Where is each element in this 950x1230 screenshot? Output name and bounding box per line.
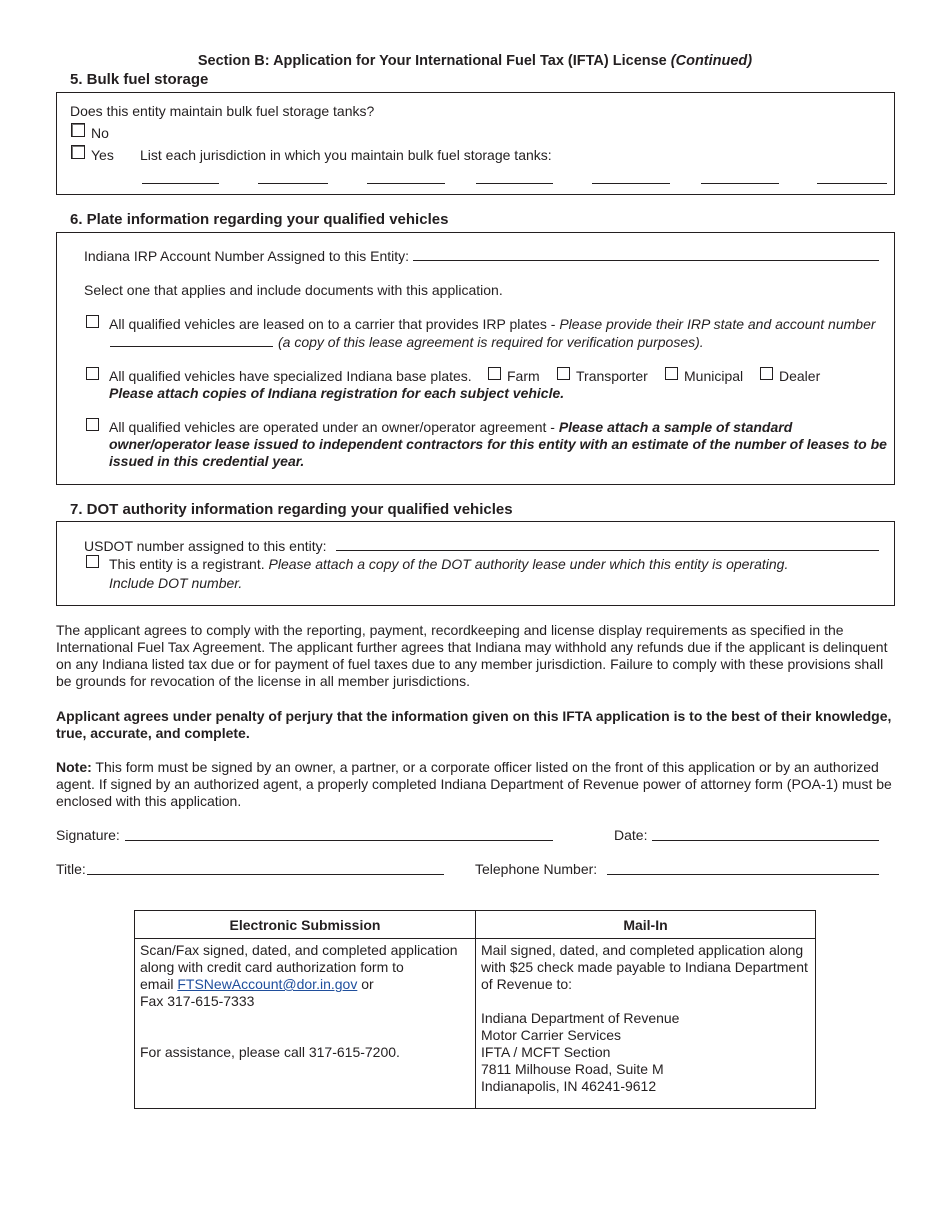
electronic-header: Electronic Submission [135,911,476,939]
registrant-instruction-2: Include DOT number. [109,575,243,591]
jurisdiction-field-3[interactable] [367,183,445,184]
address-line-4: 7811 Milhouse Road, Suite M [481,1061,664,1077]
electronic-cell [135,939,476,1109]
opt-owner-operator-text [109,419,792,435]
note-label: Note: [56,759,92,775]
opt-owner-operator-instruction: Please attach a sample of standard [558,419,793,435]
registrant-text [109,556,788,572]
bulk-no-checkbox[interactable] [71,123,85,137]
plate-municipal-checkbox[interactable] [665,367,678,380]
plate-transporter-label: Transporter [576,368,648,384]
jurisdiction-field-6[interactable] [701,183,779,184]
jurisdiction-field-7[interactable] [817,183,887,184]
address-line-2: Motor Carrier Services [481,1027,622,1043]
note-text: This form must be signed by an owner, a partner, or a corporate officer listed on the front of this application or by an authorized agent. If signed by an authorized agent, a properly completed Indiana Department of Revenue power of attorney form (POA-1) must be enclosed with this application. [56,759,892,809]
registrant-instruction: Please attach a copy of the DOT authority lease under which this entity is operating. [268,556,789,572]
plate-transporter-checkbox[interactable] [557,367,570,380]
mail-line-3: of Revenue to: [481,976,573,992]
telephone-field[interactable] [607,874,879,875]
plate-farm-checkbox[interactable] [488,367,501,380]
irp-account-field[interactable] [413,260,879,261]
page-title [0,53,950,69]
submission-table [134,910,816,1109]
plate-farm-label: Farm [507,368,540,384]
jurisdiction-field-4[interactable] [476,183,553,184]
registrant-checkbox[interactable] [86,555,99,568]
opt-irp-leased-note: (a copy of this lease agreement is required for verification purposes). [278,334,704,350]
perjury-statement: Applicant agrees under penalty of perjury that the information given on this IFTA application is to the best of their knowledge, true, accurate, and complete. [56,708,892,741]
electronic-line-2: along with credit card authorization form to [140,959,404,975]
usdot-label: USDOT number assigned to this entity: [84,538,327,554]
opt-irp-leased-text [109,316,889,332]
telephone-label: Telephone Number: [475,861,598,877]
jurisdiction-field-5[interactable] [592,183,670,184]
irp-account-label: Indiana IRP Account Number Assigned to this Entity: [84,248,410,264]
email-link[interactable]: FTSNewAccount@dor.in.gov [177,976,358,992]
opt-base-plates-label: All qualified vehicles have specialized Indiana base plates. [109,368,472,384]
agreement-paragraph: The applicant agrees to comply with the reporting, payment, recordkeeping and license display requirements as specified in the International Fuel Tax Agreement. The applicant further agrees that Indiana may withhold any refunds due if the applicant is delinquent on any Indiana listed tax due or for payment of fuel taxes due to any member jurisdiction. Failure to comply with these provisions shall be grounds for revocation of the license in all member jurisdictions. [56,622,888,689]
mail-header: Mail-In [476,911,816,939]
title-label: Title: [56,861,86,877]
opt-owner-operator-instruction-2: owner/operator lease issued to independent contractors for this entity with an estimate of the number of leases to be [109,436,887,452]
plate-dealer-checkbox[interactable] [760,367,773,380]
date-field[interactable] [652,840,879,841]
title-field[interactable] [87,874,444,875]
opt-base-plates-checkbox[interactable] [86,367,99,380]
bulk-list-prompt: List each jurisdiction in which you maintain bulk fuel storage tanks: [140,147,552,163]
plate-dealer-label: Dealer [779,368,821,384]
jurisdiction-field-2[interactable] [258,183,328,184]
section-5-heading: 5. Bulk fuel storage [70,71,209,88]
fax-line: Fax 317-615-7333 [140,993,255,1009]
signature-field[interactable] [125,840,553,841]
address-line-1: Indiana Department of Revenue [481,1010,680,1026]
plate-municipal-label: Municipal [684,368,744,384]
usdot-number-field[interactable] [336,550,879,551]
electronic-line-1: Scan/Fax signed, dated, and completed application [140,942,458,958]
address-line-3: IFTA / MCFT Section [481,1044,611,1060]
address-line-5: Indianapolis, IN 46241-9612 [481,1078,657,1094]
opt-base-plates-note: Please attach copies of Indiana registration for each subject vehicle. [109,385,565,401]
page-title-continued: (Continued) [670,53,753,69]
assistance-line: For assistance, please call 317-615-7200. [140,1044,400,1060]
registrant-label: This entity is a registrant. [109,556,265,572]
mail-line-1: Mail signed, dated, and completed application along [481,942,804,958]
email-prefix: email [140,976,174,992]
bulk-fuel-question: Does this entity maintain bulk fuel storage tanks? [70,103,375,119]
bulk-no-label: No [91,125,109,141]
opt-irp-leased-label: All qualified vehicles are leased on to a carrier that provides IRP plates - [109,316,556,332]
irp-state-account-field[interactable] [110,346,273,347]
signing-note [56,759,896,810]
jurisdiction-field-1[interactable] [142,183,219,184]
opt-irp-leased-instruction: Please provide their IRP state and account number [559,316,876,332]
signature-label: Signature: [56,827,120,843]
opt-irp-leased-checkbox[interactable] [86,315,99,328]
date-label: Date: [614,827,648,843]
email-suffix: or [361,976,374,992]
electronic-email-line [140,976,470,993]
section-6-heading: 6. Plate information regarding your qualified vehicles [70,211,449,228]
opt-owner-operator-checkbox[interactable] [86,418,99,431]
page-title-main: Section B: Application for Your International Fuel Tax (IFTA) License [197,53,667,69]
bulk-yes-label: Yes [91,147,114,163]
bulk-yes-checkbox[interactable] [71,145,85,159]
mail-line-2: with $25 check made payable to Indiana Department [481,959,808,975]
opt-owner-operator-instruction-3: issued in this credential year. [109,453,305,469]
section-7-heading: 7. DOT authority information regarding your qualified vehicles [70,501,513,518]
select-prompt: Select one that applies and include documents with this application. [84,282,503,298]
opt-owner-operator-label: All qualified vehicles are operated under an owner/operator agreement - [109,419,555,435]
mail-cell [476,939,816,1109]
